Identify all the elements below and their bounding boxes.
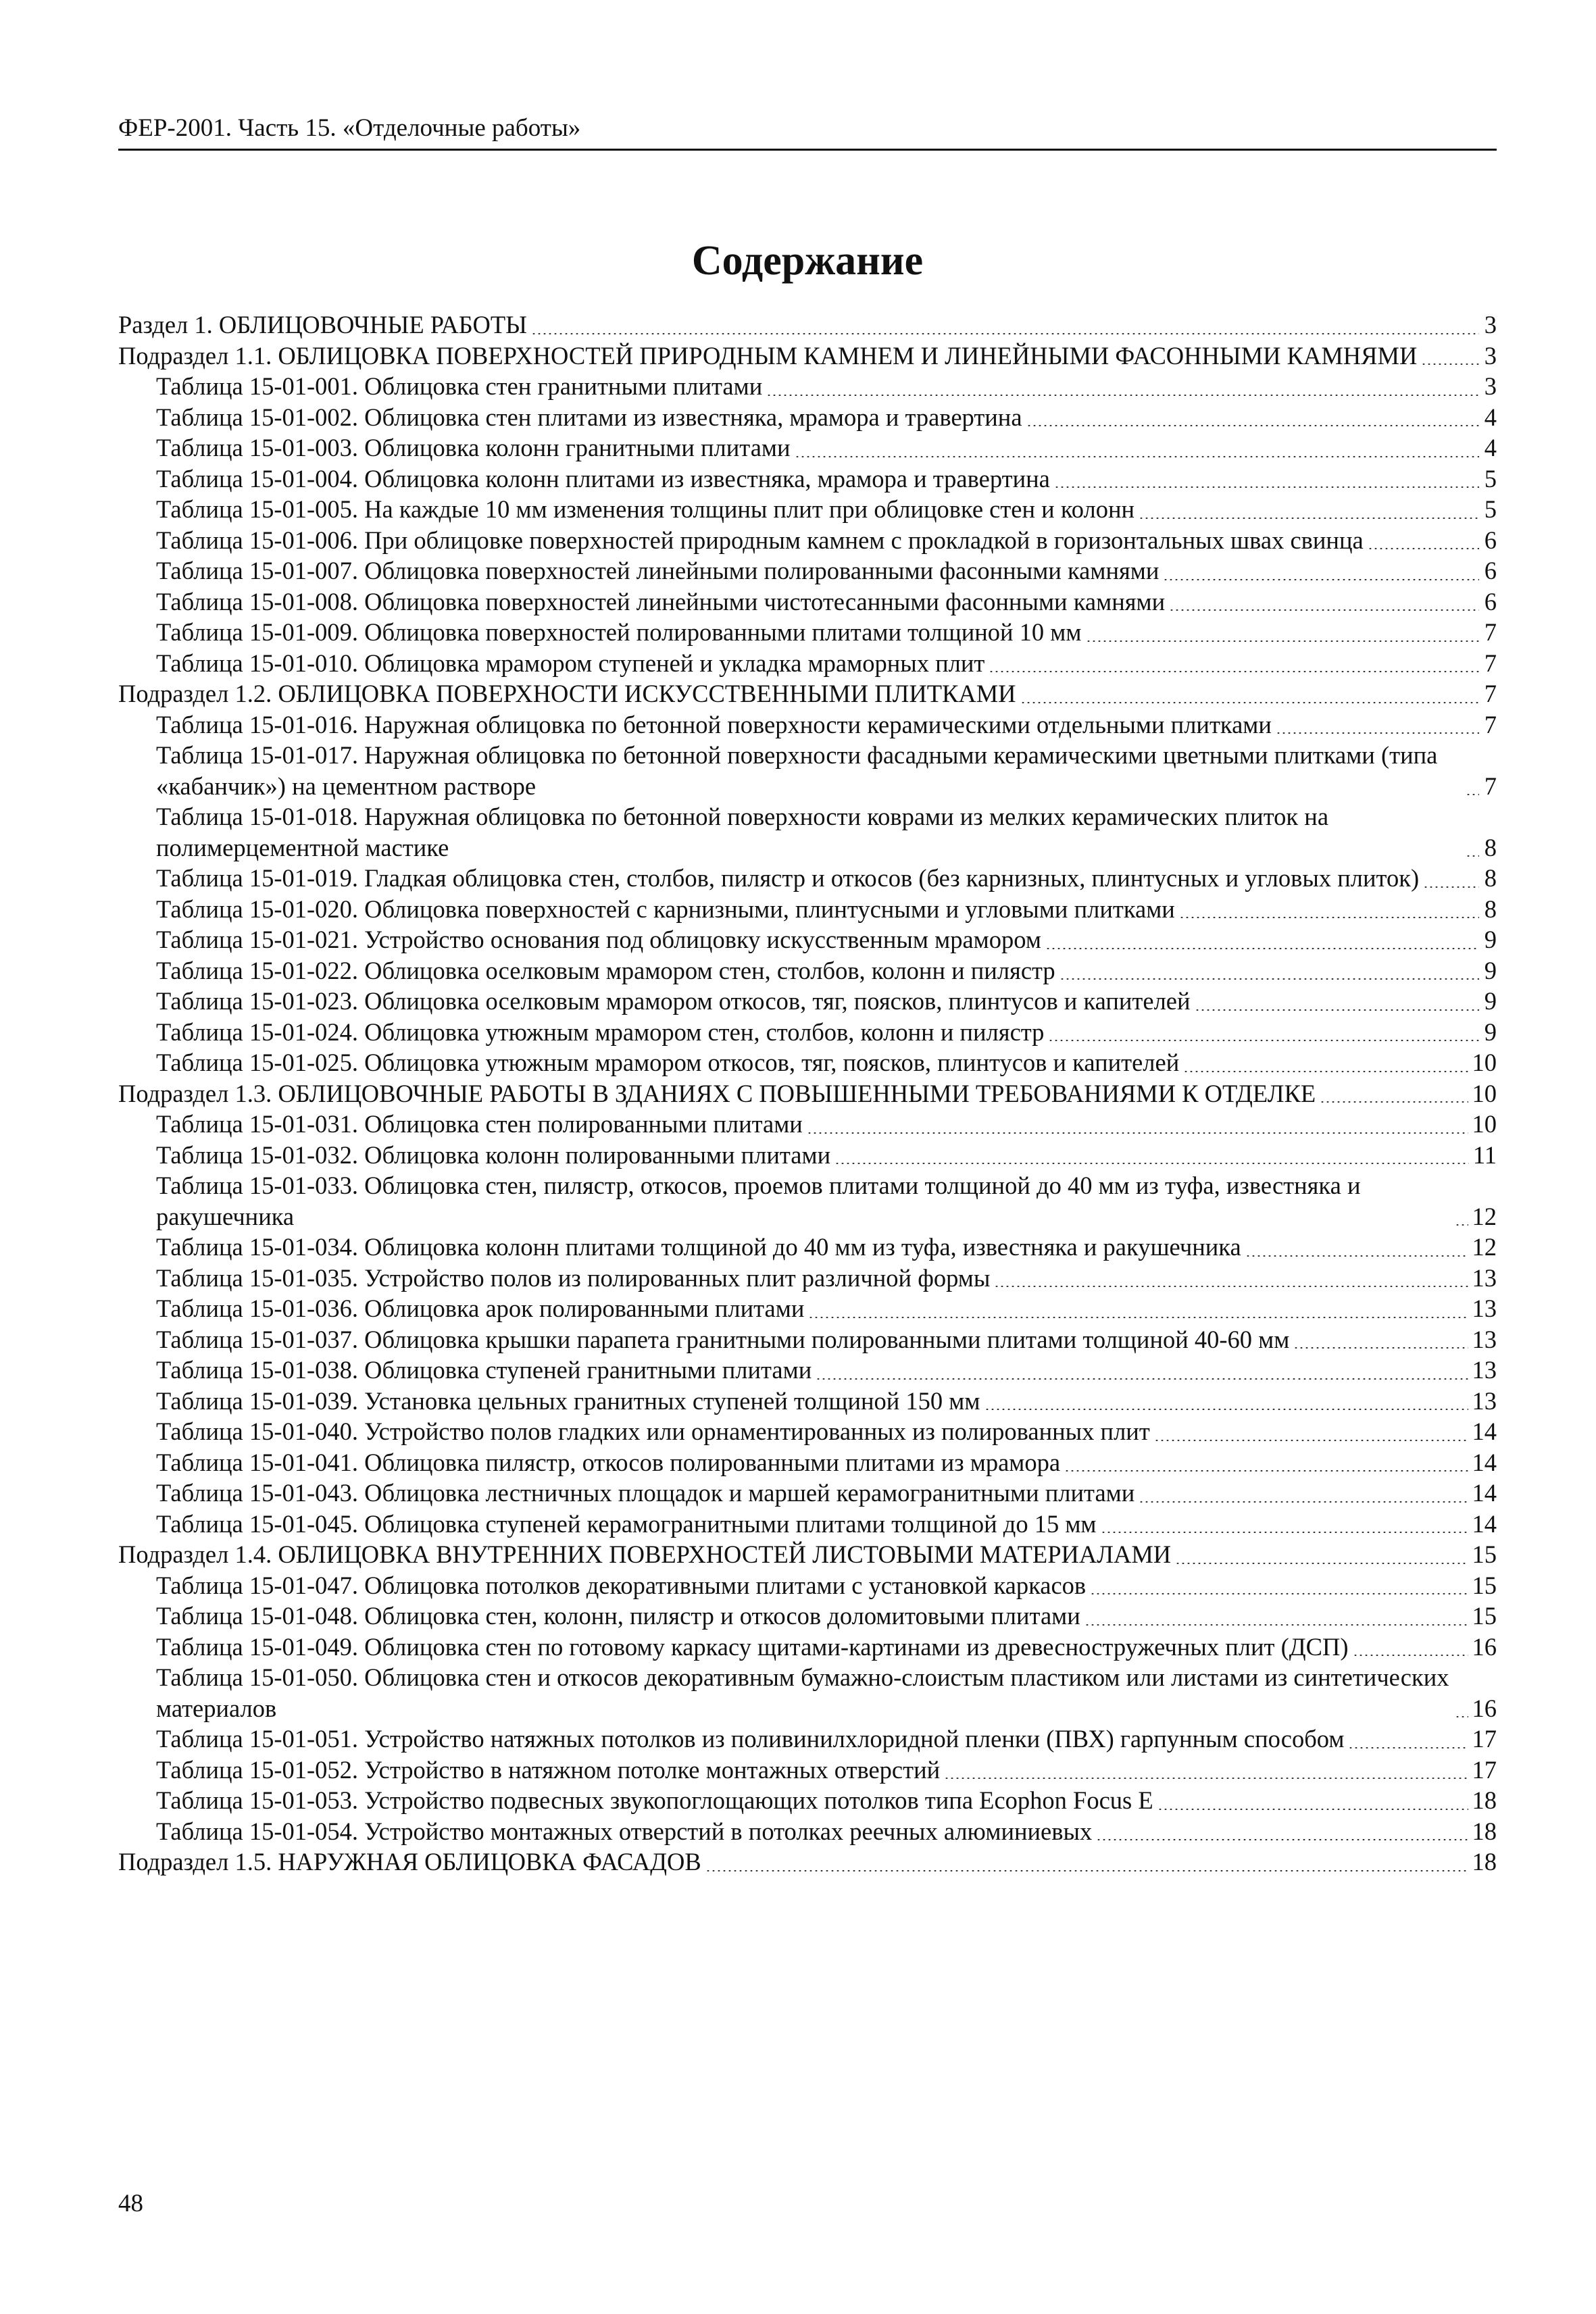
- dot-leader: [1045, 948, 1479, 949]
- dot-leader: [1163, 579, 1479, 580]
- toc-entry-page: 9: [1484, 987, 1497, 1015]
- toc-entry-page: 3: [1484, 372, 1497, 400]
- dot-leader: [1139, 1501, 1468, 1503]
- toc-entry-text: Таблица 15-01-009. Облицовка поверхностей полированными плитами толщиной 10 мм: [156, 618, 1082, 646]
- toc-entry-page: 17: [1472, 1755, 1497, 1784]
- toc-entry-text: Таблица 15-01-045. Облицовка ступеней керамогранитными плитами толщиной до 15 мм: [156, 1509, 1097, 1538]
- toc-entry[interactable]: [118, 555, 1497, 586]
- toc-title: Содержание: [691, 238, 924, 284]
- toc-entry[interactable]: [118, 617, 1497, 648]
- toc-entry[interactable]: [118, 1816, 1497, 1847]
- page-header: ФЕР-2001. Часть 15. «Отделочные работы»: [118, 114, 1497, 151]
- toc-entry-page: 14: [1472, 1509, 1497, 1538]
- dot-leader: [531, 333, 1479, 334]
- dot-leader: [1169, 609, 1479, 611]
- toc-entry[interactable]: [118, 1846, 1497, 1878]
- dot-leader: [984, 1409, 1468, 1410]
- toc-entry[interactable]: [118, 924, 1497, 955]
- dot-leader: [1368, 548, 1479, 549]
- toc-entry-text: Таблица 15-01-035. Устройство полов из полированных плит различной формы: [156, 1263, 991, 1292]
- toc-entry[interactable]: [118, 1785, 1497, 1816]
- page-number: 48: [118, 2190, 143, 2217]
- toc-entry-page: 7: [1484, 649, 1497, 677]
- toc-entry-page: 8: [1484, 833, 1497, 861]
- toc-entry-page: 17: [1472, 1725, 1497, 1753]
- dot-leader: [807, 1132, 1468, 1134]
- toc-entry[interactable]: [118, 740, 1497, 801]
- toc-entry[interactable]: [118, 1539, 1497, 1570]
- dot-leader: [1179, 917, 1479, 918]
- dot-leader: [944, 1778, 1468, 1779]
- dot-leader: [1059, 978, 1479, 980]
- toc-entry-text: Таблица 15-01-041. Облицовка пилястр, откосов полированными плитами из мрамора: [156, 1448, 1061, 1476]
- toc-entry[interactable]: [118, 1755, 1497, 1786]
- toc-entry[interactable]: [118, 1447, 1497, 1478]
- toc-entry-page: 6: [1484, 526, 1497, 554]
- toc-entry-text: Таблица 15-01-043. Облицовка лестничных площадок и маршей керамогранитными плитами: [156, 1479, 1135, 1507]
- dot-leader: [1320, 1101, 1468, 1103]
- dot-leader: [1195, 1009, 1479, 1011]
- dot-leader: [1466, 855, 1479, 857]
- toc-entry-page: 7: [1484, 680, 1497, 707]
- toc-entry-page: 9: [1484, 956, 1497, 984]
- toc-entry[interactable]: [118, 525, 1497, 556]
- dot-leader: [1101, 1532, 1468, 1533]
- toc-entry[interactable]: [118, 586, 1497, 618]
- toc-entry-page: 13: [1472, 1356, 1497, 1384]
- toc-entry-page: 9: [1484, 1017, 1497, 1046]
- toc-entry[interactable]: [118, 1416, 1497, 1447]
- toc-entry-text: Таблица 15-01-016. Наружная облицовка по бетонной поверхности керамическими отдельными плитками: [156, 710, 1272, 738]
- toc-entry-text: Таблица 15-01-034. Облицовка колонн плитами толщиной до 40 мм из туфа, известняка и ракушечника: [156, 1233, 1241, 1261]
- toc-entry[interactable]: [118, 709, 1497, 740]
- toc-entry-text: Таблица 15-01-007. Облицовка поверхностей линейными полированными фасонными камнями: [156, 557, 1159, 584]
- toc-entry-text: Таблица 15-01-033. Облицовка стен, пилястр, откосов, проемов плитами толщиной до 40 мм из туфа, известняка и ракушечника: [156, 1172, 1361, 1230]
- toc-entry-page: 13: [1472, 1294, 1497, 1322]
- toc-entry[interactable]: [118, 1078, 1497, 1109]
- dot-leader: [1090, 1593, 1468, 1594]
- dot-leader: [1276, 732, 1479, 734]
- toc-entry[interactable]: [118, 1355, 1497, 1386]
- toc-entry-text: Таблица 15-01-019. Гладкая облицовка стен, столбов, пилястр и откосов (без карнизных, плинтусных и угловых плиток): [156, 864, 1420, 892]
- toc-entry[interactable]: [118, 1386, 1497, 1417]
- toc-entry-text: Таблица 15-01-022. Облицовка оселковым мрамором стен, столбов, колонн и пилястр: [156, 956, 1055, 984]
- toc-entry-text: Таблица 15-01-001. Облицовка стен гранитными плитами: [156, 372, 763, 400]
- dot-leader: [1157, 1809, 1468, 1810]
- dot-leader: [1353, 1655, 1468, 1656]
- toc-entry[interactable]: [118, 432, 1497, 463]
- toc-entry-page: 16: [1472, 1632, 1497, 1661]
- dot-leader: [1245, 1255, 1468, 1257]
- dot-leader: [1084, 1624, 1468, 1626]
- toc-entry[interactable]: [118, 648, 1497, 679]
- dot-leader: [989, 671, 1479, 672]
- toc-entry[interactable]: [118, 1232, 1497, 1263]
- dot-leader: [766, 395, 1479, 396]
- toc-entry[interactable]: [118, 1109, 1497, 1140]
- toc-entry[interactable]: [118, 309, 1497, 341]
- toc-entry-page: 18: [1472, 1817, 1497, 1845]
- dot-leader: [1293, 1347, 1468, 1349]
- toc-entry[interactable]: [118, 1478, 1497, 1509]
- dot-leader: [834, 1163, 1469, 1164]
- toc-entry-text: Таблица 15-01-054. Устройство монтажных отверстий в потолках реечных алюминиевых: [156, 1817, 1093, 1845]
- toc-entry-text: Таблица 15-01-006. При облицовке поверхностей природным камнем с прокладкой в горизонтальных швах свинца: [156, 526, 1364, 554]
- toc-entry-page: 10: [1472, 1110, 1497, 1138]
- toc-entry-text: Таблица 15-01-048. Облицовка стен, колонн, пилястр и откосов доломитовыми плитами: [156, 1602, 1080, 1630]
- toc-entry[interactable]: [118, 894, 1497, 925]
- toc-entry-text: Таблица 15-01-050. Облицовка стен и откосов декоративным бумажно-слоистым пластиком или листами из синтетических материалов: [156, 1663, 1449, 1722]
- toc-entry-page: 7: [1484, 710, 1497, 738]
- toc-entry[interactable]: [118, 1662, 1497, 1724]
- toc-entry-page: 7: [1484, 772, 1497, 800]
- toc-entry-text: Таблица 15-01-031. Облицовка стен полированными плитами: [156, 1110, 803, 1138]
- toc-entry-page: 10: [1472, 1079, 1497, 1107]
- dot-leader: [994, 1286, 1468, 1287]
- toc-entry-page: 5: [1484, 495, 1497, 523]
- table-of-contents: [118, 309, 1497, 1878]
- toc-entry[interactable]: [118, 371, 1497, 402]
- toc-entry-page: 8: [1484, 895, 1497, 923]
- toc-entry-page: 12: [1472, 1202, 1497, 1230]
- toc-entry-page: 15: [1472, 1602, 1497, 1630]
- toc-entry-text: Таблица 15-01-032. Облицовка колонн полированными плитами: [156, 1140, 831, 1169]
- toc-entry-text: Таблица 15-01-004. Облицовка колонн плитами из известняка, мрамора и травертина: [156, 464, 1050, 493]
- dot-leader: [1466, 794, 1479, 795]
- dot-leader: [1421, 363, 1479, 365]
- toc-entry-page: 7: [1484, 618, 1497, 646]
- toc-entry[interactable]: [118, 341, 1497, 372]
- toc-entry-text: Таблица 15-01-047. Облицовка потолков декоративными плитами с установкой каркасов: [156, 1571, 1087, 1599]
- toc-entry-text: Подраздел 1.1. ОБЛИЦОВКА ПОВЕРХНОСТЕЙ ПРИРОДНЫМ КАМНЕМ И ЛИНЕЙНЫМИ ФАСОННЫМИ КАМНЯМИ: [118, 341, 1418, 370]
- toc-entry-text: Таблица 15-01-038. Облицовка ступеней гранитными плитами: [156, 1356, 812, 1384]
- toc-entry-page: 3: [1484, 311, 1497, 338]
- toc-entry[interactable]: [118, 463, 1497, 495]
- toc-entry-page: 13: [1472, 1263, 1497, 1292]
- toc-entry-page: 3: [1484, 341, 1497, 370]
- toc-entry[interactable]: [118, 1170, 1497, 1232]
- toc-entry[interactable]: [118, 986, 1497, 1017]
- dot-leader: [795, 456, 1479, 457]
- toc-entry-text: Таблица 15-01-049. Облицовка стен по готовому каркасу щитами-картинами из древесностружечных плит (ДСП): [156, 1632, 1349, 1661]
- toc-entry-text: Таблица 15-01-020. Облицовка поверхностей с карнизными, плинтусными и угловыми плитками: [156, 895, 1175, 923]
- toc-entry-text: Таблица 15-01-008. Облицовка поверхностей линейными чистотесанными фасонными камнями: [156, 587, 1166, 615]
- dot-leader: [1020, 702, 1479, 703]
- dot-leader: [1054, 486, 1479, 488]
- toc-entry[interactable]: [118, 863, 1497, 894]
- toc-entry[interactable]: [118, 1293, 1497, 1324]
- toc-entry-page: 11: [1472, 1140, 1497, 1169]
- toc-entry[interactable]: [118, 955, 1497, 986]
- toc-entry-page: 14: [1472, 1448, 1497, 1476]
- dot-leader: [705, 1870, 1468, 1871]
- toc-entry-text: Таблица 15-01-040. Устройство полов гладких или орнаментированных из полированных плит: [156, 1417, 1150, 1445]
- toc-entry-page: 6: [1484, 557, 1497, 584]
- toc-entry-text: Таблица 15-01-002. Облицовка стен плитами из известняка, мрамора и травертина: [156, 403, 1022, 431]
- toc-entry-text: Таблица 15-01-037. Облицовка крышки парапета гранитными полированными плитами толщиной 40-60 мм: [156, 1325, 1290, 1353]
- toc-entry-page: 13: [1472, 1386, 1497, 1415]
- toc-entry-text: Таблица 15-01-003. Облицовка колонн гранитными плитами: [156, 434, 791, 461]
- dot-leader: [1086, 640, 1480, 642]
- toc-entry[interactable]: [118, 402, 1497, 433]
- toc-entry[interactable]: [118, 1324, 1497, 1355]
- toc-entry-text: Таблица 15-01-053. Устройство подвесных звукопоглощающих потолков типа Ecophon Focus E: [156, 1786, 1153, 1814]
- toc-entry-text: Раздел 1. ОБЛИЦОВОЧНЫЕ РАБОТЫ: [118, 311, 527, 338]
- dot-leader: [1175, 1563, 1468, 1564]
- toc-entry-page: 4: [1484, 434, 1497, 461]
- dot-leader: [1064, 1470, 1468, 1472]
- toc-entry-page: 18: [1472, 1786, 1497, 1814]
- toc-entry-text: Подраздел 1.4. ОБЛИЦОВКА ВНУТРЕННИХ ПОВЕРХНОСТЕЙ ЛИСТОВЫМИ МАТЕРИАЛАМИ: [118, 1540, 1172, 1568]
- toc-entry-page: 12: [1472, 1233, 1497, 1261]
- toc-entry[interactable]: [118, 1263, 1497, 1294]
- toc-entry-text: Таблица 15-01-005. На каждые 10 мм изменения толщины плит при облицовке стен и колонн: [156, 495, 1135, 523]
- toc-entry-text: Таблица 15-01-039. Установка цельных гранитных ступеней толщиной 150 мм: [156, 1386, 980, 1415]
- toc-entry-text: Таблица 15-01-036. Облицовка арок полированными плитами: [156, 1294, 805, 1322]
- toc-entry-page: 16: [1472, 1694, 1497, 1722]
- dot-leader: [808, 1317, 1468, 1318]
- toc-entry-text: Таблица 15-01-024. Облицовка утюжным мрамором стен, столбов, колонн и пилястр: [156, 1017, 1045, 1046]
- toc-entry-text: Таблица 15-01-051. Устройство натяжных потолков из поливинилхлоридной пленки (ПВХ) гарпунным способом: [156, 1725, 1345, 1753]
- toc-entry[interactable]: [118, 1570, 1497, 1601]
- toc-entry-text: Подраздел 1.3. ОБЛИЦОВОЧНЫЕ РАБОТЫ В ЗДАНИЯХ С ПОВЫШЕННЫМИ ТРЕБОВАНИЯМИ К ОТДЕЛКЕ: [118, 1079, 1316, 1107]
- toc-entry-text: Подраздел 1.2. ОБЛИЦОВКА ПОВЕРХНОСТИ ИСКУССТВЕННЫМИ ПЛИТКАМИ: [118, 680, 1016, 707]
- toc-entry-text: Таблица 15-01-052. Устройство в натяжном потолке монтажных отверстий: [156, 1755, 941, 1784]
- toc-entry-page: 5: [1484, 464, 1497, 493]
- toc-entry[interactable]: [118, 1601, 1497, 1632]
- toc-entry-page: 14: [1472, 1417, 1497, 1445]
- dot-leader: [1154, 1440, 1468, 1441]
- toc-entry-text: Подраздел 1.5. НАРУЖНАЯ ОБЛИЦОВКА ФАСАДОВ: [118, 1848, 701, 1876]
- toc-entry-page: 4: [1484, 403, 1497, 431]
- toc-entry[interactable]: [118, 1724, 1497, 1755]
- dot-leader: [1348, 1747, 1468, 1749]
- dot-leader: [1096, 1839, 1468, 1840]
- toc-entry[interactable]: [118, 1140, 1497, 1171]
- dot-leader: [1048, 1040, 1479, 1041]
- dot-leader: [1183, 1071, 1468, 1072]
- toc-entry-page: 15: [1472, 1571, 1497, 1599]
- toc-entry[interactable]: [118, 1509, 1497, 1540]
- toc-entry[interactable]: [118, 801, 1497, 863]
- toc-entry[interactable]: [118, 678, 1497, 709]
- toc-entry-text: Таблица 15-01-018. Наружная облицовка по бетонной поверхности коврами из мелких керамических плиток на полимерцементной мастике: [156, 803, 1329, 861]
- toc-entry-page: 10: [1472, 1049, 1497, 1076]
- toc-entry-page: 13: [1472, 1325, 1497, 1353]
- toc-entry-text: Таблица 15-01-025. Облицовка утюжным мрамором откосов, тяг, поясков, плинтусов и капителей: [156, 1049, 1180, 1076]
- toc-entry-page: 6: [1484, 587, 1497, 615]
- toc-entry-page: 9: [1484, 926, 1497, 953]
- toc-entry-page: 15: [1472, 1540, 1497, 1568]
- toc-entry[interactable]: [118, 1632, 1497, 1663]
- dot-leader: [1139, 518, 1479, 519]
- toc-entry[interactable]: [118, 1047, 1497, 1078]
- dot-leader: [1026, 425, 1479, 426]
- toc-entry-text: Таблица 15-01-021. Устройство основания под облицовку искусственным мрамором: [156, 926, 1041, 953]
- dot-leader: [816, 1378, 1468, 1380]
- dot-leader: [1455, 1224, 1468, 1226]
- toc-entry-page: 14: [1472, 1479, 1497, 1507]
- toc-entry-page: 8: [1484, 864, 1497, 892]
- toc-entry-text: Таблица 15-01-017. Наружная облицовка по бетонной поверхности фасадными керамическими цветными плитками (типа «кабанчик») на цементном растворе: [156, 741, 1438, 800]
- toc-entry-text: Таблица 15-01-010. Облицовка мрамором ступеней и укладка мраморных плит: [156, 649, 985, 677]
- toc-entry-text: Таблица 15-01-023. Облицовка оселковым мрамором откосов, тяг, поясков, плинтусов и капителей: [156, 987, 1191, 1015]
- toc-entry[interactable]: [118, 494, 1497, 525]
- dot-leader: [1423, 886, 1479, 888]
- dot-leader: [1455, 1716, 1468, 1717]
- toc-entry-page: 18: [1472, 1848, 1497, 1876]
- toc-entry[interactable]: [118, 1017, 1497, 1048]
